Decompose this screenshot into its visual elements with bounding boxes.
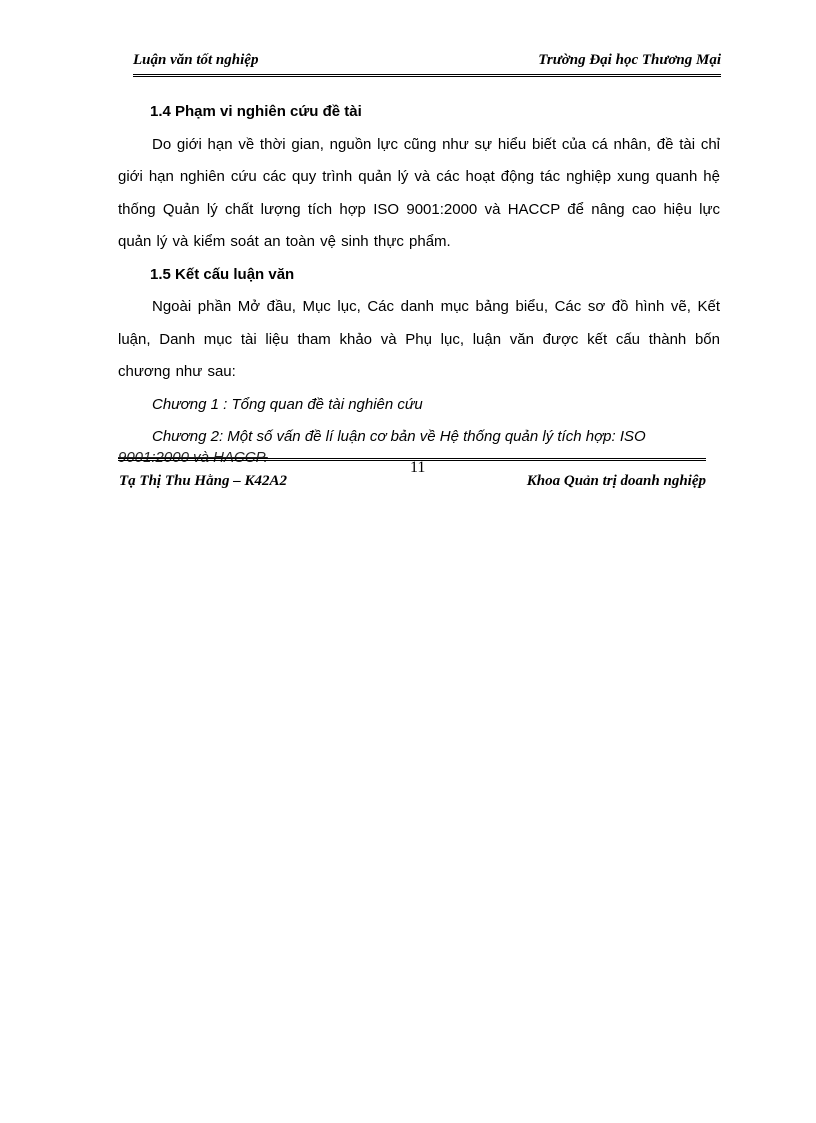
chapter-2-continuation: 9001:2000 và HACCP. [118,449,268,466]
header-thesis-label: Luận văn tốt nghiệp [133,52,259,68]
page-header [133,50,721,77]
page-number: 11 [410,459,426,476]
chapter-2-line: Chương 2: Một số vấn đề lí luận cơ bản về Hệ thống quản lý tích hợp: ISO [152,428,646,445]
header-university-label: Trường Đại học Thương Mại [538,52,721,68]
section-1-4-paragraph: Do giới hạn về thời gian, nguồn lực cũng như sự hiểu biết của cá nhân, đề tài chỉ giới hạn nghiên cứu các quy trình quản lý và các hoạt động tác nghiệp xung quanh hệ thống Quản lý chất lượng tích hợp ISO 9001:2000 và HACCP để nâng cao hiệu lực quản lý và kiểm soát an toàn vệ sinh thực phẩm. [118,135,720,250]
main-content [118,96,720,454]
section-1-5-heading: 1.5 Kết cấu luận văn [150,265,295,283]
section-1-5-paragraph: Ngoài phần Mở đầu, Mục lục, Các danh mục bảng biểu, Các sơ đồ hình vẽ, Kết luận, Danh mục tài liệu tham khảo và Phụ lục, luận văn được kết cấu thành bốn chương như sau: [118,298,720,380]
footer-author: Tạ Thị Thu Hằng – K42A2 [119,473,287,489]
section-1-4-heading: 1.4 Phạm vi nghiên cứu đề tài [150,103,362,120]
footer-faculty: Khoa Quản trị doanh nghiệp [526,473,706,489]
chapter-1-line: Chương 1 : Tổng quan đề tài nghiên cứu [152,395,423,413]
